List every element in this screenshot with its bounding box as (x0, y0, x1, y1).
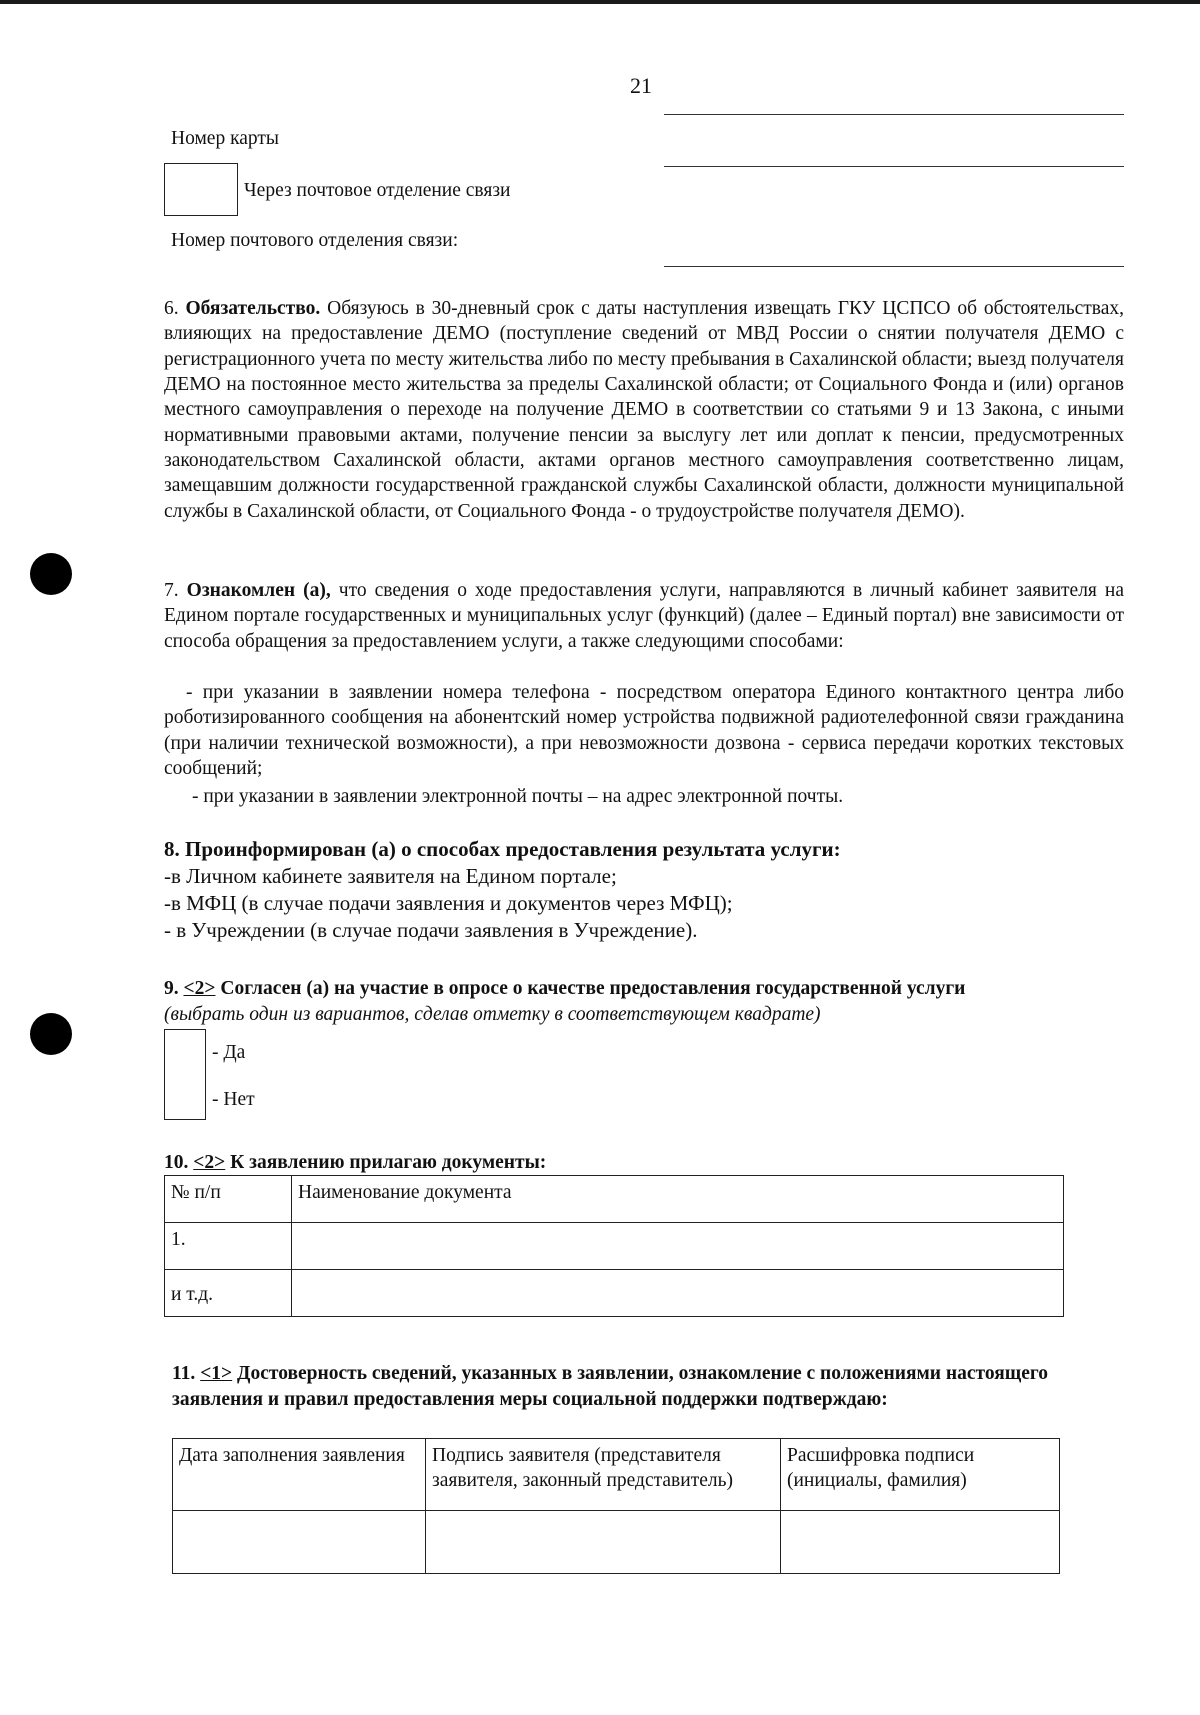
survey-yes-checkbox[interactable] (164, 1029, 206, 1075)
card-number-label: Номер карты (171, 128, 280, 149)
section-9-ref: <2> (183, 978, 216, 999)
column-header: Наименование документа (292, 1176, 1064, 1223)
table-row (173, 1511, 1060, 1574)
section-11-number: 11. (172, 1363, 196, 1384)
section-7-item-phone: - при указании в заявлении номера телефона - посредством оператора Единого контактного центра либо роботизированного сообщения на абонентский номер устройства подвижной радиотелефонной связи гражданина (при наличии технической возможности), а при невозможности дозвона - сервиса передачи коротких текстовых сообщений; (164, 682, 1124, 780)
section-7-number: 7. (164, 580, 179, 601)
blank-line (664, 114, 1124, 115)
documents-table (164, 1175, 1064, 1317)
section-9-title (164, 976, 1124, 1001)
section-8-item: -в МФЦ (в случае подачи заявления и документов через МФЦ); (164, 891, 733, 915)
column-header: № п/п (165, 1176, 292, 1223)
survey-no-label: - Нет (212, 1089, 255, 1110)
section-8-item: - в Учреждении (в случае подачи заявления в Учреждение). (164, 918, 698, 942)
section-7-text: что сведения о ходе предоставления услуги, направляются в личный кабинет заявителя на Едином портале государственных и муниципальных услуг (функций) (далее – Единый портал) вне зависимости от способа обращения за предоставлением услуги, а также следующими способами: (164, 580, 1125, 652)
post-office-checkbox[interactable] (164, 163, 238, 216)
signature-cell[interactable] (426, 1511, 781, 1574)
table-header-row (173, 1439, 1060, 1511)
section-6 (164, 296, 1124, 524)
section-6-title: Обязательство. (185, 298, 321, 319)
post-office-number-label: Номер почтового отделения связи: (171, 230, 459, 251)
section-10-number: 10. (164, 1152, 189, 1173)
section-11-title (172, 1361, 1072, 1413)
row-number: 1. (165, 1223, 292, 1270)
table-row (165, 1223, 1064, 1270)
column-header: Подпись заявителя (представителя заявителя, законный представитель) (426, 1439, 781, 1511)
section-9-title-text: Согласен (а) на участие в опросе о качестве предоставления государственной услуги (220, 978, 966, 999)
row-number: и т.д. (165, 1270, 292, 1317)
survey-yes-label: - Да (212, 1042, 246, 1063)
section-7-item-email: - при указании в заявлении электронной почты – на адрес электронной почты. (192, 786, 844, 807)
signature-decoding-cell[interactable] (781, 1511, 1060, 1574)
binder-hole-mark (30, 1013, 72, 1055)
section-11-ref: <1> (200, 1363, 233, 1384)
table-header-row (165, 1176, 1064, 1223)
section-10-ref: <2> (193, 1152, 226, 1173)
document-name-cell[interactable] (292, 1223, 1064, 1270)
section-7 (164, 578, 1124, 654)
card-number-line[interactable] (664, 166, 1124, 167)
section-9-hint: (выбрать один из вариантов, сделав отметку в соответствующем квадрате) (164, 1004, 821, 1025)
fill-date-cell[interactable] (173, 1511, 426, 1574)
section-8-item: -в Личном кабинете заявителя на Едином портале; (164, 864, 617, 888)
post-office-number-line[interactable] (664, 266, 1124, 267)
column-header: Расшифровка подписи (инициалы, фамилия) (781, 1439, 1060, 1511)
column-header: Дата заполнения заявления (173, 1439, 426, 1511)
post-office-option-label: Через почтовое отделение связи (244, 180, 511, 201)
section-9-number: 9. (164, 978, 179, 999)
section-6-number: 6. (164, 298, 179, 319)
section-6-text: Обязуюсь в 30-дневный срок с даты наступления извещать ГКУ ЦСПСО об обстоятельствах, влияющих на предоставление ДЕМО (поступление сведений от МВД России о снятии получателя ДЕМО с регистрационного учета по месту жительства либо по месту пребывания в Сахалинской области; выезд получателя ДЕМО на постоянное место жительства за пределы Сахалинской области; от Социального Фонда и (или) органов местного самоуправления о переходе на получение ДЕМО в соответствии со статьями 9 и 13 Закона, с иными нормативными правовыми актами, получение пенсии за выслугу лет или доплат к пенсии, предусмотренных законодательством Сахалинской области, актами органов местного самоуправления соответственно лицам, замещавшим должности государственной гражданской службы Сахалинской области, должности муниципальной службы в Сахалинской области, от Социального Фонда - о трудоустройстве получателя ДЕМО). (164, 298, 1125, 522)
survey-no-checkbox[interactable] (164, 1073, 206, 1120)
section-7-title: Ознакомлен (а), (186, 580, 331, 601)
section-10-title-text: К заявлению прилагаю документы: (230, 1152, 547, 1173)
document-name-cell[interactable] (292, 1270, 1064, 1317)
table-row (165, 1270, 1064, 1317)
page-number: 21 (630, 73, 652, 98)
confirmation-table (172, 1438, 1060, 1574)
section-10-title (164, 1150, 546, 1175)
binder-hole-mark (30, 553, 72, 595)
scan-top-border (0, 0, 1200, 4)
section-8-title: 8. Проинформирован (а) о способах предоставления результата услуги: (164, 837, 841, 861)
section-11-title-text: Достоверность сведений, указанных в заявлении, ознакомление с положениями настоящего заявления и правил предоставления меры социальной поддержки подтверждаю: (172, 1363, 1049, 1410)
